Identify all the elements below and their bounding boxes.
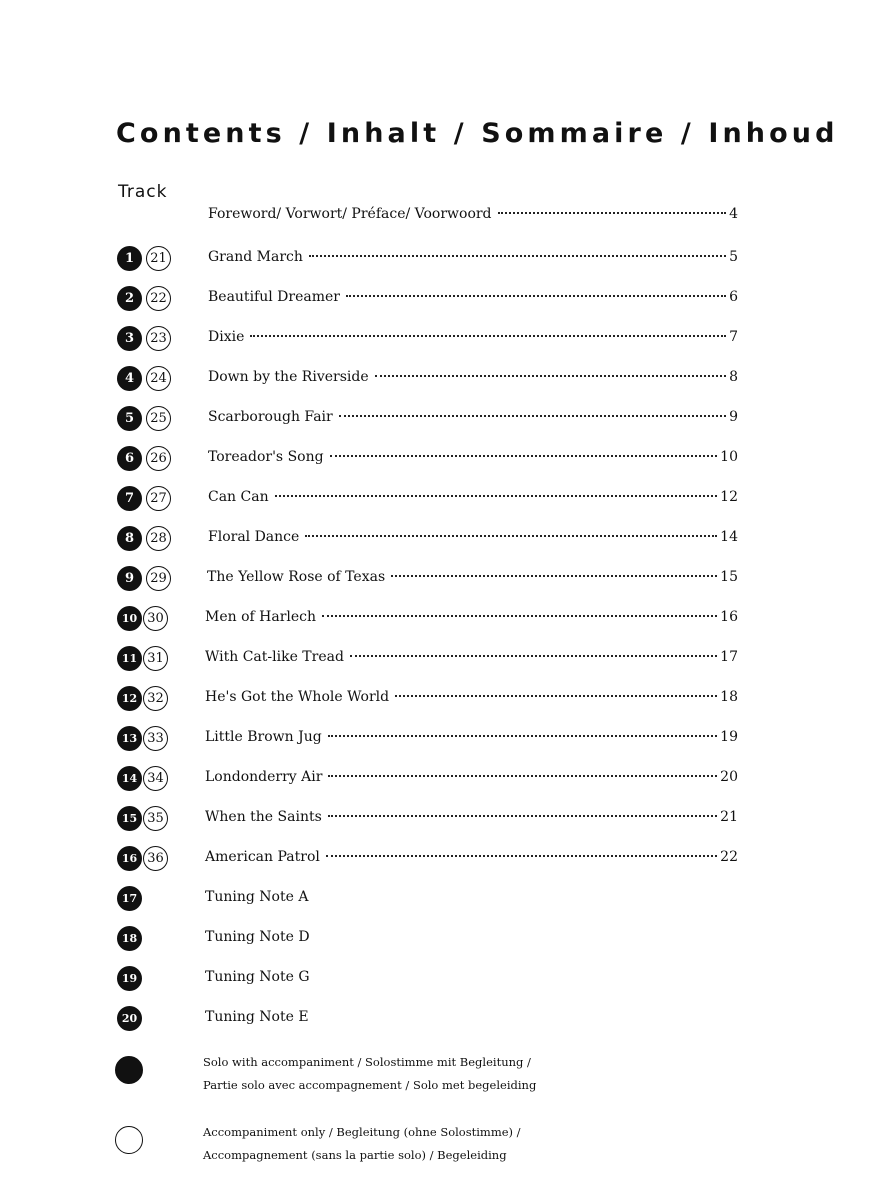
open-circle-icon <box>115 1126 143 1154</box>
contents-entry <box>208 447 738 467</box>
solo-track-badge: 15 <box>117 806 142 831</box>
accompaniment-track-badge: 28 <box>146 526 171 551</box>
page-number: 8 <box>729 369 738 385</box>
filled-circle-icon <box>115 1056 143 1084</box>
page-title: Contents / Inhalt / Sommaire / Inhoud <box>116 118 839 149</box>
solo-track-badge: 16 <box>117 846 142 871</box>
accompaniment-track-badge: 32 <box>143 686 168 711</box>
accompaniment-track-badge: 31 <box>143 646 168 671</box>
dot-leader <box>309 255 726 257</box>
legend-acc-line2: Accompagnement (sans la partie solo) / Begeleiding <box>203 1148 507 1162</box>
dot-leader <box>322 615 717 617</box>
dot-leader <box>305 535 717 537</box>
solo-track-badge: 14 <box>117 766 142 791</box>
entry-title: Scarborough Fair <box>208 409 333 425</box>
tuning-row <box>0 1004 871 1034</box>
solo-track-badge: 6 <box>117 446 142 471</box>
page-number: 4 <box>729 206 738 222</box>
accompaniment-track-badge: 27 <box>146 486 171 511</box>
track-row <box>0 524 871 554</box>
accompaniment-track-badge: 26 <box>146 446 171 471</box>
dot-leader <box>395 695 717 697</box>
page-number: 21 <box>720 809 738 825</box>
page-number: 18 <box>720 689 738 705</box>
contents-entry <box>205 687 738 707</box>
track-row <box>0 484 871 514</box>
entry-title: With Cat-like Tread <box>205 649 344 665</box>
entry-title: Toreador's Song <box>208 449 324 465</box>
page-number: 15 <box>720 569 738 585</box>
solo-track-badge: 2 <box>117 286 142 311</box>
legend-solo-line2: Partie solo avec accompagnement / Solo met begeleiding <box>203 1078 537 1092</box>
contents-entry <box>205 807 738 827</box>
track-row <box>0 644 871 674</box>
accompaniment-track-badge: 36 <box>143 846 168 871</box>
solo-track-badge: 11 <box>117 646 142 671</box>
entry-title: Little Brown Jug <box>205 729 322 745</box>
dot-leader <box>326 855 717 857</box>
entry-title: When the Saints <box>205 809 322 825</box>
dot-leader <box>275 495 718 497</box>
solo-track-badge: 5 <box>117 406 142 431</box>
tuning-row <box>0 964 871 994</box>
contents-entry <box>208 487 738 507</box>
tuning-title: Tuning Note E <box>205 1009 309 1025</box>
solo-track-badge: 4 <box>117 366 142 391</box>
page-number: 5 <box>729 249 738 265</box>
contents-entry <box>205 727 738 747</box>
page-number: 14 <box>720 529 738 545</box>
solo-track-badge: 3 <box>117 326 142 351</box>
dot-leader <box>328 775 717 777</box>
dot-leader <box>375 375 726 377</box>
tuning-row <box>0 924 871 954</box>
contents-entry <box>208 367 738 387</box>
track-row <box>0 244 871 274</box>
accompaniment-track-badge: 30 <box>143 606 168 631</box>
page-number: 19 <box>720 729 738 745</box>
entry-title: Can Can <box>208 489 269 505</box>
accompaniment-track-badge: 35 <box>143 806 168 831</box>
legend-acc-line1: Accompaniment only / Begleitung (ohne Solostimme) / <box>203 1125 521 1139</box>
accompaniment-track-badge: 21 <box>146 246 171 271</box>
accompaniment-track-badge: 25 <box>146 406 171 431</box>
contents-entry <box>208 327 738 347</box>
tuning-row <box>0 884 871 914</box>
tuning-title: Tuning Note A <box>205 889 309 905</box>
tuning-title: Tuning Note D <box>205 929 310 945</box>
accompaniment-track-badge: 29 <box>146 566 171 591</box>
dot-leader <box>391 575 717 577</box>
entry-title: Grand March <box>208 249 303 265</box>
entry-title: The Yellow Rose of Texas <box>207 569 386 585</box>
page-number: 20 <box>720 769 738 785</box>
solo-track-badge: 12 <box>117 686 142 711</box>
accompaniment-track-badge: 24 <box>146 366 171 391</box>
entry-title: Londonderry Air <box>205 769 323 785</box>
track-row <box>0 404 871 434</box>
contents-entry <box>208 204 738 224</box>
page-number: 22 <box>720 849 738 865</box>
entry-title: Beautiful Dreamer <box>208 289 340 305</box>
contents-entry <box>205 647 738 667</box>
solo-track-badge: 8 <box>117 526 142 551</box>
track-row <box>0 764 871 794</box>
track-row <box>0 284 871 314</box>
track-row <box>0 724 871 754</box>
dot-leader <box>498 212 727 214</box>
tuning-track-badge: 19 <box>117 966 142 991</box>
dot-leader <box>330 455 718 457</box>
page-number: 9 <box>729 409 738 425</box>
page-number: 16 <box>720 609 738 625</box>
track-column-header: Track <box>118 182 168 202</box>
solo-track-badge: 7 <box>117 486 142 511</box>
solo-track-badge: 1 <box>117 246 142 271</box>
page-number: 17 <box>720 649 738 665</box>
track-row <box>0 564 871 594</box>
contents-entry <box>208 247 738 267</box>
tuning-track-badge: 20 <box>117 1006 142 1031</box>
page-number: 6 <box>729 289 738 305</box>
accompaniment-track-badge: 33 <box>143 726 168 751</box>
dot-leader <box>328 735 717 737</box>
track-row <box>0 844 871 874</box>
track-row <box>0 444 871 474</box>
dot-leader <box>346 295 726 297</box>
page-number: 7 <box>729 329 738 345</box>
solo-track-badge: 13 <box>117 726 142 751</box>
contents-entry <box>205 847 738 867</box>
accompaniment-track-badge: 34 <box>143 766 168 791</box>
entry-title: Men of Harlech <box>205 609 317 625</box>
page-number: 10 <box>720 449 738 465</box>
tuning-title: Tuning Note G <box>205 969 310 985</box>
dot-leader <box>328 815 717 817</box>
contents-entry <box>208 527 738 547</box>
foreword-row <box>0 201 871 231</box>
tuning-track-badge: 17 <box>117 886 142 911</box>
contents-entry <box>207 567 738 587</box>
contents-entry <box>208 287 738 307</box>
track-row <box>0 364 871 394</box>
track-row <box>0 804 871 834</box>
entry-title: Floral Dance <box>208 529 300 545</box>
dot-leader <box>339 415 726 417</box>
contents-entry <box>208 407 738 427</box>
track-row <box>0 324 871 354</box>
track-row <box>0 684 871 714</box>
entry-title: He's Got the Whole World <box>205 689 390 705</box>
entry-title: Foreword/ Vorwort/ Préface/ Voorwoord <box>208 206 492 222</box>
solo-track-badge: 10 <box>117 606 142 631</box>
accompaniment-track-badge: 23 <box>146 326 171 351</box>
entry-title: American Patrol <box>205 849 320 865</box>
accompaniment-track-badge: 22 <box>146 286 171 311</box>
track-row <box>0 604 871 634</box>
entry-title: Down by the Riverside <box>208 369 369 385</box>
solo-track-badge: 9 <box>117 566 142 591</box>
tuning-track-badge: 18 <box>117 926 142 951</box>
entry-title: Dixie <box>208 329 245 345</box>
dot-leader <box>350 655 717 657</box>
contents-entry <box>205 607 738 627</box>
legend-solo-line1: Solo with accompaniment / Solostimme mit Begleitung / <box>203 1055 531 1069</box>
contents-entry <box>205 767 738 787</box>
dot-leader <box>250 335 726 337</box>
page-number: 12 <box>720 489 738 505</box>
